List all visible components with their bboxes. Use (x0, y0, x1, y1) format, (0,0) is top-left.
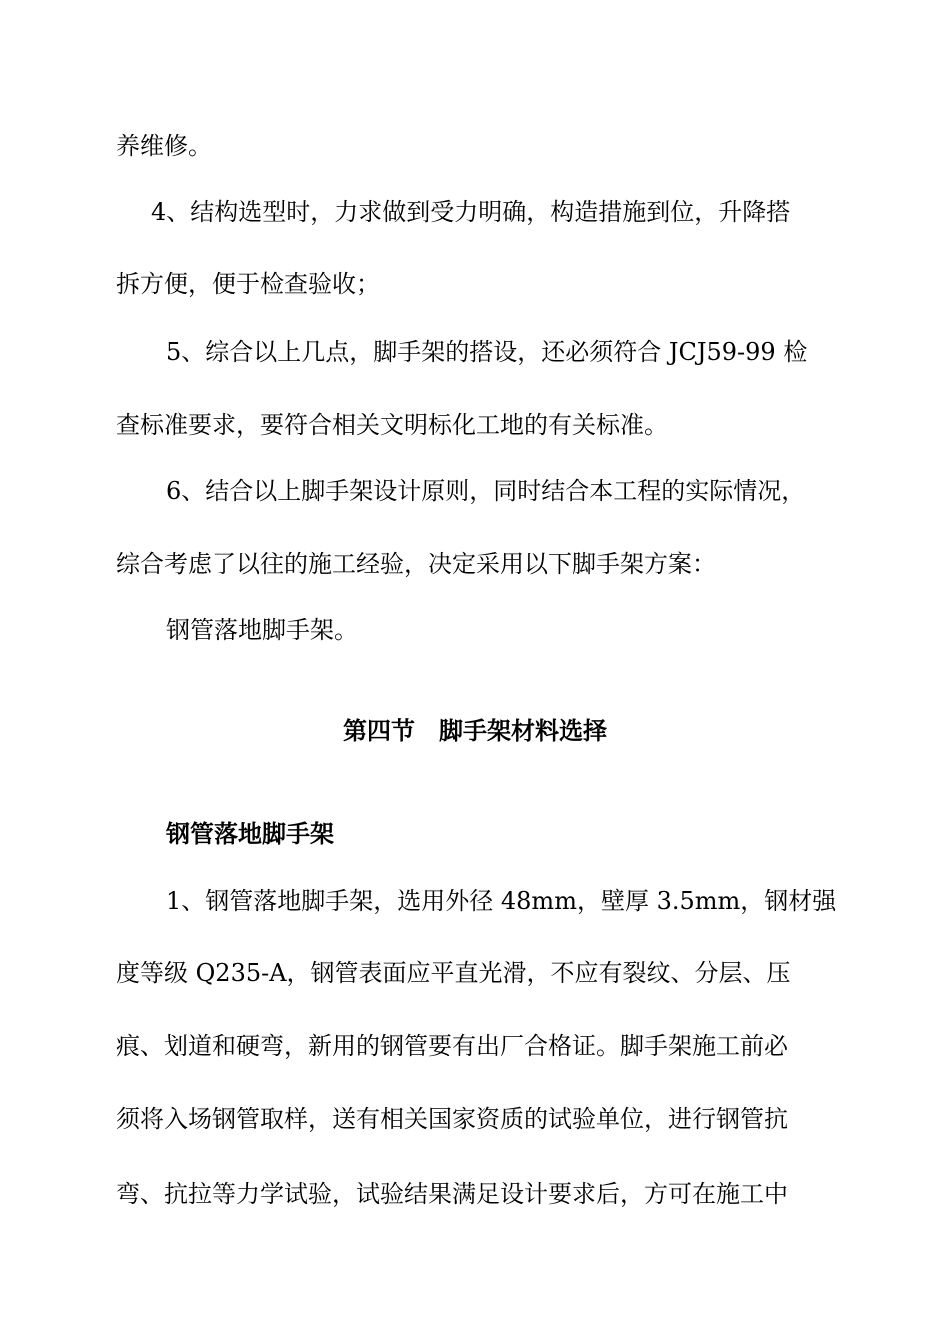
section-title: 第四节 脚手架材料选择 (343, 716, 607, 745)
subheading: 钢管落地脚手架 (166, 819, 334, 848)
paragraph-line: 6、结合以上脚手架设计原则，同时结合本工程的实际情况， (166, 477, 806, 505)
paragraph-line: 4、结构选型时，力求做到受力明确，构造措施到位，升降搭 (151, 198, 791, 226)
paragraph-line: 养维修。 (116, 132, 212, 160)
paragraph-line: 痕、划道和硬弯，新用的钢管要有出厂合格证。脚手架施工前必 (116, 1032, 788, 1060)
paragraph-line: 5、综合以上几点，脚手架的搭设，还必须符合 JCJ59-99 检 (166, 338, 808, 366)
paragraph-line: 弯、抗拉等力学试验，试验结果满足设计要求后，方可在施工中 (116, 1180, 788, 1208)
paragraph-line: 查标准要求，要符合相关文明标化工地的有关标准。 (116, 411, 668, 439)
paragraph-line: 钢管落地脚手架。 (166, 616, 358, 644)
paragraph-line: 度等级 Q235-A，钢管表面应平直光滑，不应有裂纹、分层、压 (116, 959, 791, 987)
paragraph-line: 1、钢管落地脚手架，选用外径 48mm，壁厚 3.5mm，钢材强 (166, 887, 837, 915)
paragraph-line: 综合考虑了以往的施工经验，决定采用以下脚手架方案： (116, 550, 716, 578)
paragraph-line: 须将入场钢管取样，送有相关国家资质的试验单位，进行钢管抗 (116, 1105, 788, 1133)
paragraph-line: 拆方便，便于检查验收； (116, 270, 380, 298)
